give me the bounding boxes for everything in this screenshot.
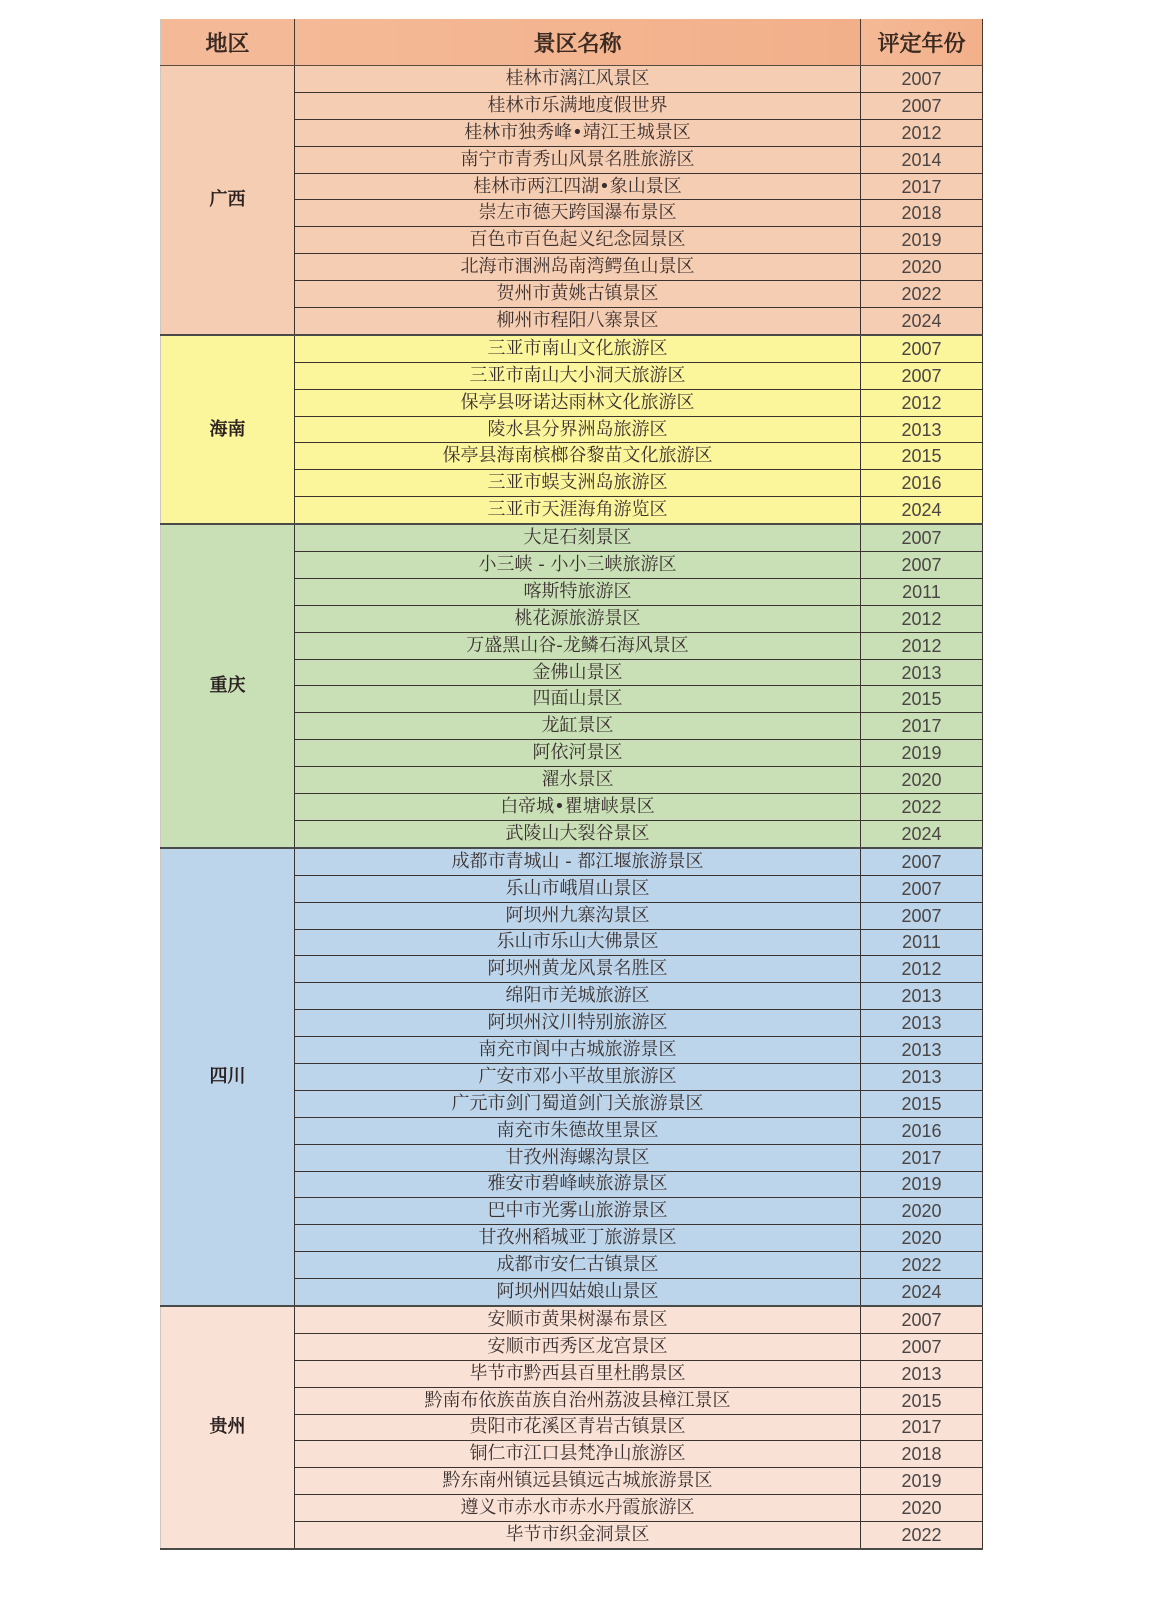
- scenic-name-cell: 金佛山景区: [295, 659, 861, 686]
- scenic-name-cell: 南充市阆中古城旅游景区: [295, 1037, 861, 1064]
- scenic-name-cell: 广元市剑门蜀道剑门关旅游景区: [295, 1090, 861, 1117]
- rating-year-cell: 2007: [861, 524, 983, 551]
- rating-year-cell: 2018: [861, 1441, 983, 1468]
- rating-year-cell: 2007: [861, 875, 983, 902]
- table-row: [161, 335, 983, 362]
- rating-year-cell: 2013: [861, 983, 983, 1010]
- scenic-name-cell: 甘孜州稻城亚丁旅游景区: [295, 1225, 861, 1252]
- rating-year-cell: 2024: [861, 1279, 983, 1306]
- rating-year-cell: 2013: [861, 416, 983, 443]
- scenic-name-cell: 绵阳市羌城旅游区: [295, 983, 861, 1010]
- rating-year-cell: 2015: [861, 686, 983, 713]
- scenic-name-cell: 黔南布依族苗族自治州荔波县樟江景区: [295, 1387, 861, 1414]
- scenic-name-cell: 遵义市赤水市赤水丹霞旅游区: [295, 1495, 861, 1522]
- scenic-name-cell: 百色市百色起义纪念园景区: [295, 227, 861, 254]
- rating-year-cell: 2007: [861, 552, 983, 579]
- scenic-name-cell: 铜仁市江口县梵净山旅游区: [295, 1441, 861, 1468]
- scenic-name-cell: 桂林市两江四湖•象山景区: [295, 173, 861, 200]
- scenic-name-cell: 阿坝州四姑娘山景区: [295, 1279, 861, 1306]
- rating-year-cell: 2015: [861, 443, 983, 470]
- rating-year-cell: 2024: [861, 820, 983, 847]
- rating-year-cell: 2020: [861, 1198, 983, 1225]
- scenic-name-cell: 阿依河景区: [295, 740, 861, 767]
- rating-year-cell: 2022: [861, 281, 983, 308]
- scenic-name-cell: 成都市青城山 - 都江堰旅游景区: [295, 848, 861, 875]
- rating-year-cell: 2017: [861, 713, 983, 740]
- rating-year-cell: 2007: [861, 1306, 983, 1333]
- rating-year-cell: 2015: [861, 1090, 983, 1117]
- rating-year-cell: 2007: [861, 92, 983, 119]
- scenic-name-cell: 柳州市程阳八寨景区: [295, 308, 861, 335]
- scenic-name-cell: 陵水县分界洲岛旅游区: [295, 416, 861, 443]
- rating-year-cell: 2022: [861, 1522, 983, 1549]
- scenic-name-cell: 阿坝州九寨沟景区: [295, 902, 861, 929]
- scenic-name-cell: 三亚市南山文化旅游区: [295, 335, 861, 362]
- rating-year-cell: 2013: [861, 1037, 983, 1064]
- header-rating-year: 评定年份: [861, 19, 983, 66]
- scenic-name-cell: 白帝城•瞿塘峡景区: [295, 794, 861, 821]
- scenic-name-cell: 桃花源旅游景区: [295, 605, 861, 632]
- rating-year-cell: 2012: [861, 389, 983, 416]
- table-row: [161, 1306, 983, 1333]
- rating-year-cell: 2015: [861, 1387, 983, 1414]
- region-cell: 四川: [161, 848, 295, 1306]
- rating-year-cell: 2012: [861, 119, 983, 146]
- rating-year-cell: 2013: [861, 1063, 983, 1090]
- scenic-name-cell: 保亭县海南槟榔谷黎苗文化旅游区: [295, 443, 861, 470]
- scenic-name-cell: 桂林市乐满地度假世界: [295, 92, 861, 119]
- table-row: [161, 66, 983, 93]
- rating-year-cell: 2007: [861, 1333, 983, 1360]
- rating-year-cell: 2024: [861, 497, 983, 524]
- rating-year-cell: 2016: [861, 470, 983, 497]
- table-row: [161, 848, 983, 875]
- rating-year-cell: 2019: [861, 1171, 983, 1198]
- scenic-name-cell: 安顺市黄果树瀑布景区: [295, 1306, 861, 1333]
- scenic-name-cell: 甘孜州海螺沟景区: [295, 1144, 861, 1171]
- scenic-name-cell: 濯水景区: [295, 767, 861, 794]
- region-cell: 海南: [161, 335, 295, 524]
- scenic-name-cell: 武陵山大裂谷景区: [295, 820, 861, 847]
- scenic-name-cell: 贵阳市花溪区青岩古镇景区: [295, 1414, 861, 1441]
- rating-year-cell: 2019: [861, 1468, 983, 1495]
- scenic-name-cell: 毕节市织金洞景区: [295, 1522, 861, 1549]
- scenic-name-cell: 万盛黑山谷-龙鳞石海风景区: [295, 632, 861, 659]
- scenic-name-cell: 三亚市天涯海角游览区: [295, 497, 861, 524]
- header-region: 地区: [161, 19, 295, 66]
- rating-year-cell: 2018: [861, 200, 983, 227]
- scenic-name-cell: 阿坝州汶川特别旅游区: [295, 1010, 861, 1037]
- table-header: [161, 19, 983, 66]
- scenic-name-cell: 桂林市独秀峰•靖江王城景区: [295, 119, 861, 146]
- scenic-name-cell: 乐山市峨眉山景区: [295, 875, 861, 902]
- rating-year-cell: 2013: [861, 1360, 983, 1387]
- scenic-name-cell: 巴中市光雾山旅游景区: [295, 1198, 861, 1225]
- rating-year-cell: 2022: [861, 1252, 983, 1279]
- rating-year-cell: 2013: [861, 1010, 983, 1037]
- region-cell: 广西: [161, 66, 295, 335]
- scenic-name-cell: 四面山景区: [295, 686, 861, 713]
- scenic-name-cell: 小三峡 - 小小三峡旅游区: [295, 552, 861, 579]
- rating-year-cell: 2007: [861, 848, 983, 875]
- rating-year-cell: 2012: [861, 956, 983, 983]
- scenic-name-cell: 龙缸景区: [295, 713, 861, 740]
- rating-year-cell: 2007: [861, 902, 983, 929]
- scenic-name-cell: 大足石刻景区: [295, 524, 861, 551]
- rating-year-cell: 2013: [861, 659, 983, 686]
- rating-year-cell: 2011: [861, 578, 983, 605]
- rating-year-cell: 2017: [861, 173, 983, 200]
- rating-year-cell: 2017: [861, 1144, 983, 1171]
- scenic-name-cell: 贺州市黄姚古镇景区: [295, 281, 861, 308]
- rating-year-cell: 2011: [861, 929, 983, 956]
- scenic-name-cell: 桂林市漓江风景区: [295, 66, 861, 93]
- scenic-name-cell: 保亭县呀诺达雨林文化旅游区: [295, 389, 861, 416]
- scenic-name-cell: 成都市安仁古镇景区: [295, 1252, 861, 1279]
- rating-year-cell: 2007: [861, 362, 983, 389]
- rating-year-cell: 2022: [861, 794, 983, 821]
- scenic-name-cell: 三亚市南山大小洞天旅游区: [295, 362, 861, 389]
- table-row: [161, 524, 983, 551]
- scenic-name-cell: 黔东南州镇远县镇远古城旅游景区: [295, 1468, 861, 1495]
- rating-year-cell: 2017: [861, 1414, 983, 1441]
- scenic-name-cell: 三亚市蜈支洲岛旅游区: [295, 470, 861, 497]
- header-scenic-name: 景区名称: [295, 19, 861, 66]
- region-cell: 贵州: [161, 1306, 295, 1549]
- scenic-name-cell: 南充市朱德故里景区: [295, 1117, 861, 1144]
- rating-year-cell: 2012: [861, 605, 983, 632]
- scenic-name-cell: 北海市涠洲岛南湾鳄鱼山景区: [295, 254, 861, 281]
- rating-year-cell: 2014: [861, 146, 983, 173]
- scenic-areas-table: [160, 19, 983, 1550]
- rating-year-cell: 2024: [861, 308, 983, 335]
- rating-year-cell: 2020: [861, 1495, 983, 1522]
- scenic-name-cell: 毕节市黔西县百里杜鹃景区: [295, 1360, 861, 1387]
- scenic-name-cell: 广安市邓小平故里旅游区: [295, 1063, 861, 1090]
- scenic-name-cell: 崇左市德天跨国瀑布景区: [295, 200, 861, 227]
- table-body: [161, 66, 983, 1549]
- region-cell: 重庆: [161, 524, 295, 848]
- rating-year-cell: 2016: [861, 1117, 983, 1144]
- rating-year-cell: 2020: [861, 767, 983, 794]
- scenic-name-cell: 乐山市乐山大佛景区: [295, 929, 861, 956]
- rating-year-cell: 2020: [861, 254, 983, 281]
- rating-year-cell: 2019: [861, 227, 983, 254]
- scenic-name-cell: 阿坝州黄龙风景名胜区: [295, 956, 861, 983]
- rating-year-cell: 2020: [861, 1225, 983, 1252]
- scenic-name-cell: 安顺市西秀区龙宫景区: [295, 1333, 861, 1360]
- scenic-name-cell: 喀斯特旅游区: [295, 578, 861, 605]
- rating-year-cell: 2007: [861, 335, 983, 362]
- rating-year-cell: 2012: [861, 632, 983, 659]
- rating-year-cell: 2019: [861, 740, 983, 767]
- scenic-name-cell: 雅安市碧峰峡旅游景区: [295, 1171, 861, 1198]
- rating-year-cell: 2007: [861, 66, 983, 93]
- scenic-name-cell: 南宁市青秀山风景名胜旅游区: [295, 146, 861, 173]
